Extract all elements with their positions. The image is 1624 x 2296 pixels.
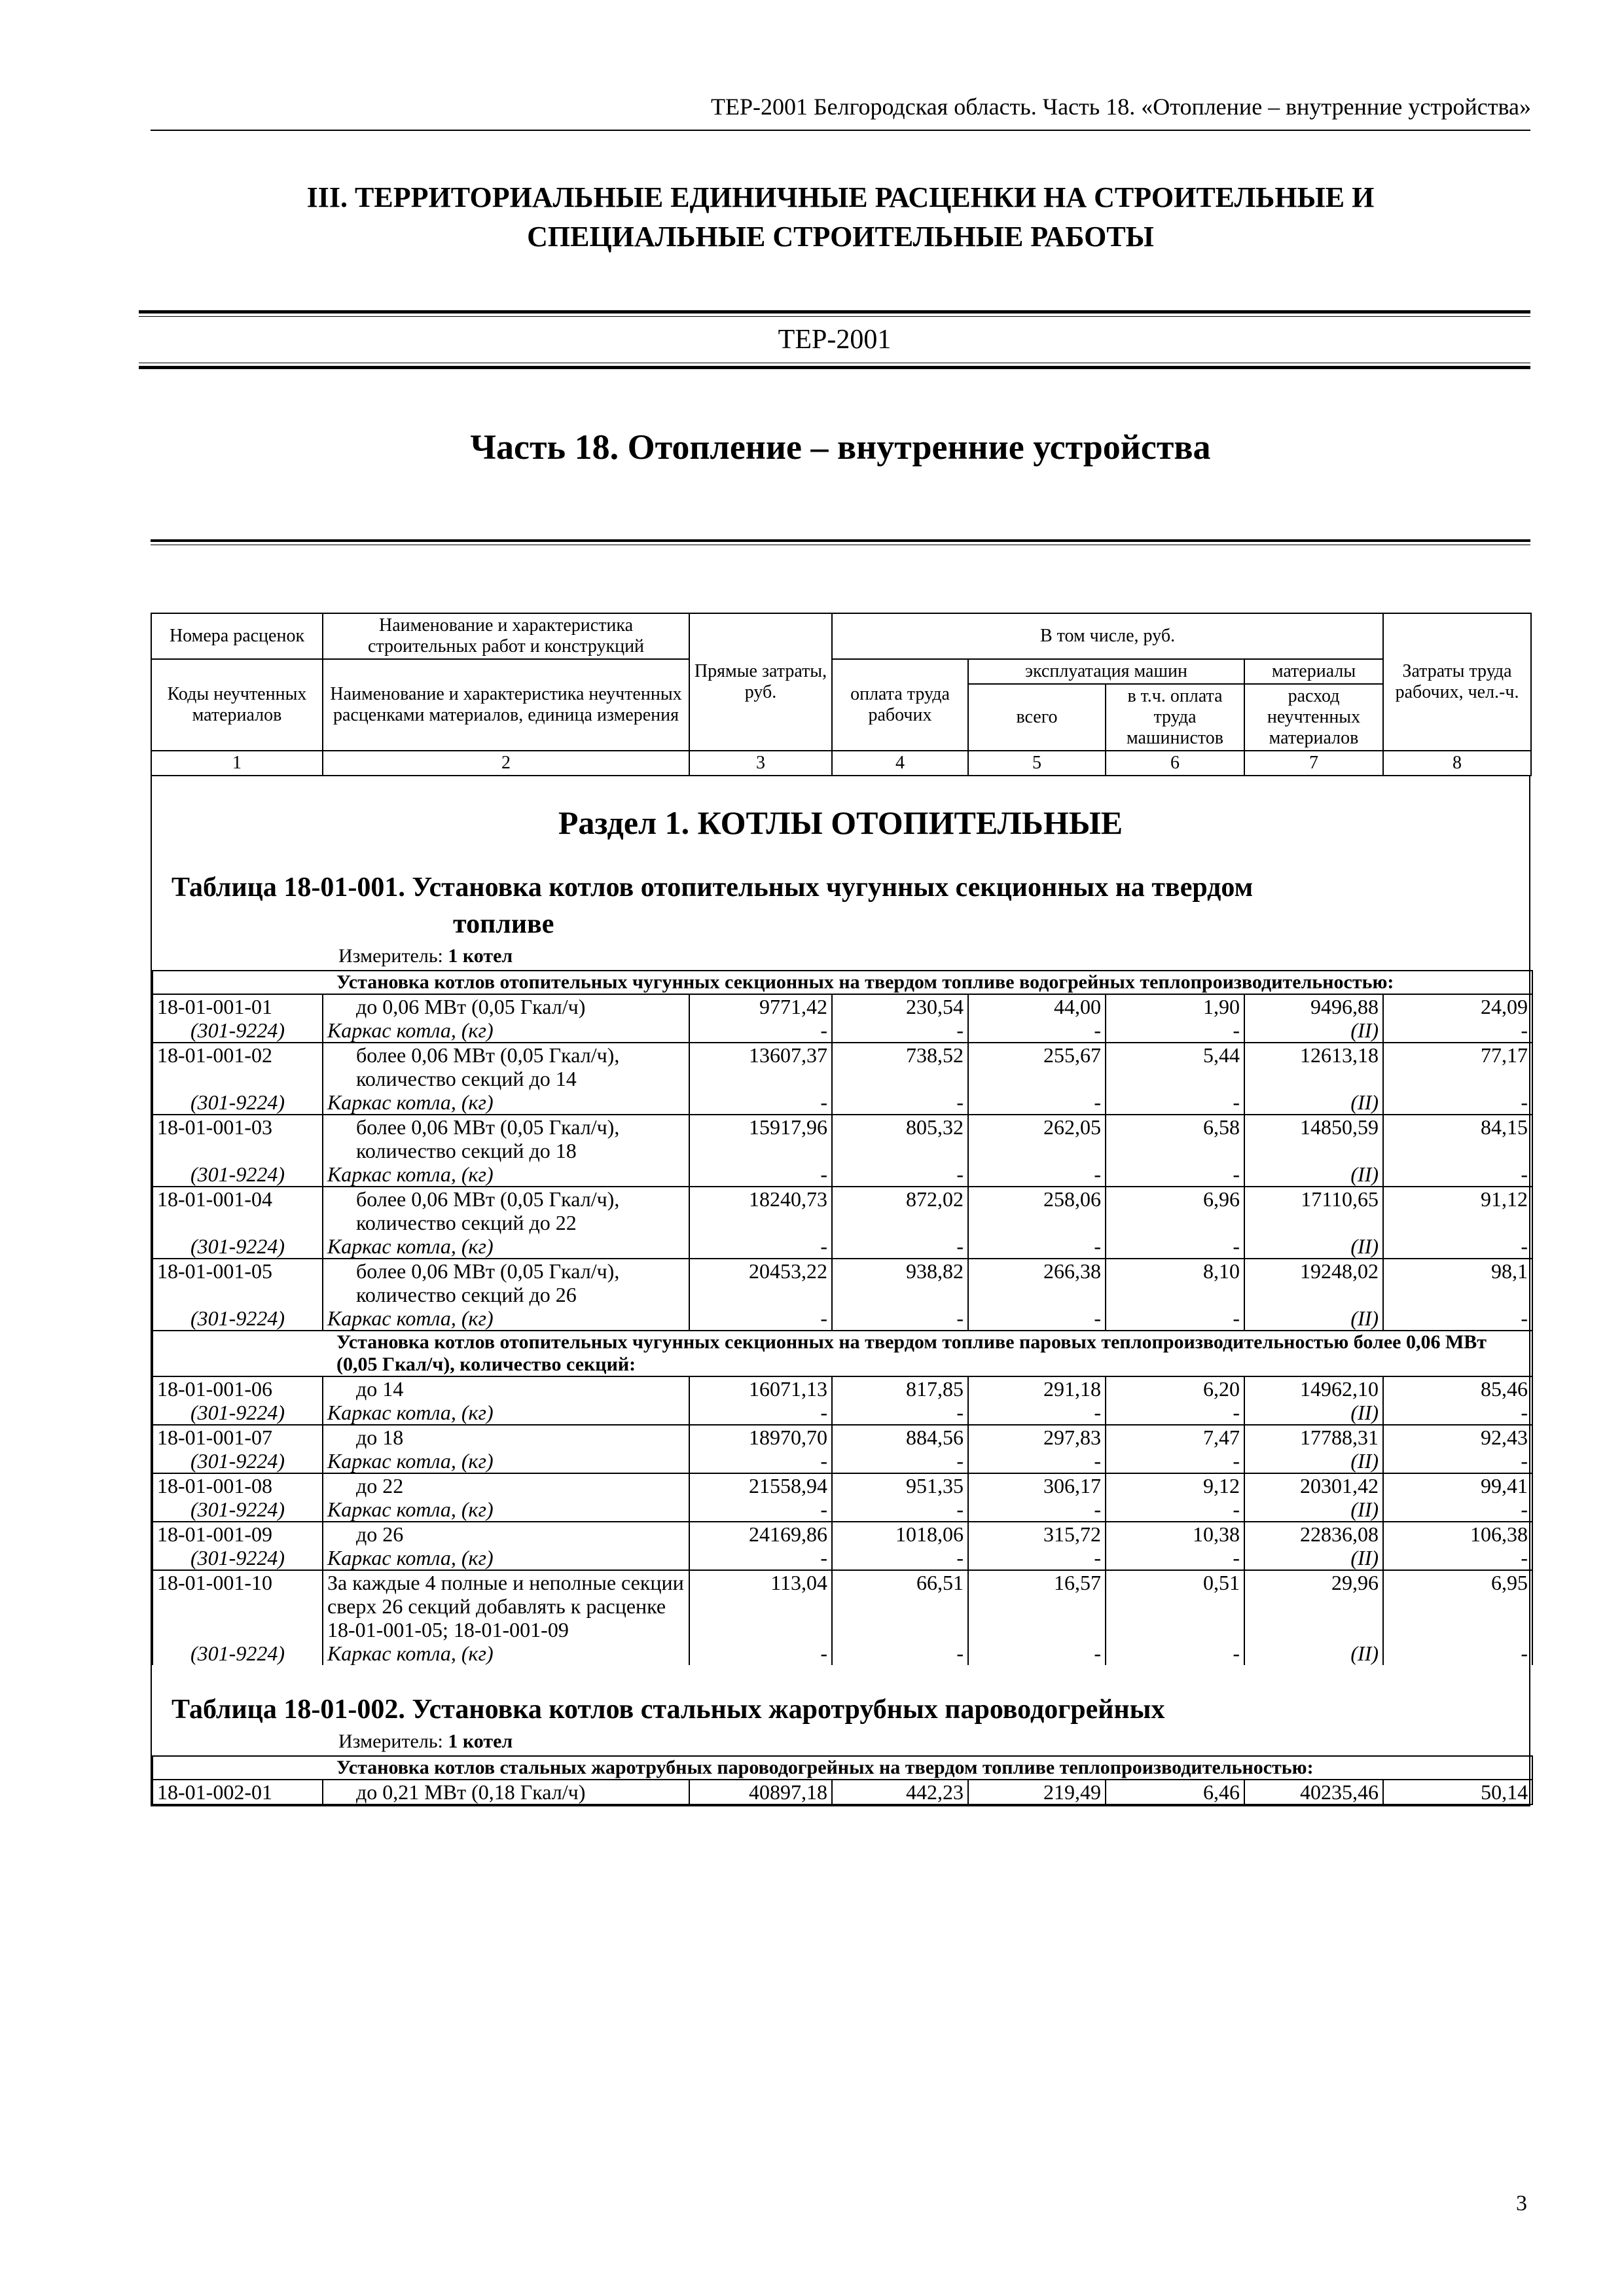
dash-cell: - (1106, 1162, 1244, 1187)
table-2-title: Таблица 18-01-002. Установка котлов стальных жаротрубных пароводогрейных (171, 1695, 1165, 1725)
header-direct-costs: Прямые затраты, руб. (689, 613, 832, 751)
rate-value: 1018,06 (832, 1522, 968, 1546)
dash-cell: - (689, 1641, 832, 1665)
material-code: (301-9224) (153, 1498, 323, 1522)
spacer (152, 1665, 1529, 1691)
table-1-title (152, 869, 1529, 942)
main-title-line-2: СПЕЦИАЛЬНЫЕ СТРОИТЕЛЬНЫЕ РАБОТЫ (527, 221, 1154, 253)
rate-value: 15917,96 (689, 1115, 832, 1162)
rate-value: 5,44 (1106, 1043, 1244, 1090)
rate-value: 6,46 (1106, 1780, 1244, 1804)
table-row (153, 994, 1532, 1018)
material-row (153, 1234, 1532, 1259)
table-row (153, 1425, 1532, 1449)
dash-cell: - (968, 1306, 1106, 1331)
ter-rule-bottom (139, 363, 1530, 369)
dash-cell: - (1106, 1401, 1244, 1425)
group-header-row (153, 971, 1532, 994)
material-name: Каркас котла, (кг) (323, 1234, 689, 1259)
table-body (151, 776, 1530, 1806)
rate-value: 85,46 (1383, 1376, 1532, 1401)
part-rule (151, 539, 1530, 545)
part-title: Часть 18. Отопление – внутренние устройства (470, 427, 1211, 467)
material-class: (II) (1244, 1234, 1383, 1259)
material-class: (II) (1244, 1162, 1383, 1187)
material-row (153, 1546, 1532, 1570)
table-row (153, 1473, 1532, 1498)
rate-value: 442,23 (832, 1780, 968, 1804)
material-name: Каркас котла, (кг) (323, 1162, 689, 1187)
rate-value: 6,96 (1106, 1187, 1244, 1234)
dash-cell: - (1106, 1449, 1244, 1473)
material-class: (II) (1244, 1449, 1383, 1473)
material-class: (II) (1244, 1018, 1383, 1043)
rate-value: 9,12 (1106, 1473, 1244, 1498)
dash-cell: - (1383, 1018, 1532, 1043)
dash-cell: - (1383, 1641, 1532, 1665)
header-unaccounted-materials: расход неучтенных материалов (1244, 684, 1383, 751)
table-header (151, 613, 1532, 776)
rate-code: 18-01-001-05 (153, 1259, 323, 1306)
rate-code: 18-01-002-01 (153, 1780, 323, 1804)
rate-value: 20453,22 (689, 1259, 832, 1306)
measure-label: Измеритель: (338, 1731, 448, 1752)
table-row (153, 1376, 1532, 1401)
group-header-row (153, 1756, 1532, 1780)
material-row (153, 1090, 1532, 1115)
dash-cell: - (689, 1546, 832, 1570)
section-title: Раздел 1. КОТЛЫ ОТОПИТЕЛЬНЫЕ (558, 804, 1123, 841)
rate-value: 91,12 (1383, 1187, 1532, 1234)
dash-cell: - (1383, 1498, 1532, 1522)
dash-cell: - (968, 1018, 1106, 1043)
material-row (153, 1306, 1532, 1331)
group-header: Установка котлов отопительных чугунных секционных на твердом топливе паровых теплопроизводительностью более 0,06 МВт (0,05 Гкал/ч), количество секций: (153, 1331, 1532, 1376)
table-row (153, 1187, 1532, 1234)
rate-name: до 0,06 МВт (0,05 Гкал/ч) (323, 994, 689, 1018)
dash-cell: - (689, 1018, 832, 1043)
header-materials: материалы (1244, 659, 1383, 684)
dash-cell: - (832, 1234, 968, 1259)
header-rate-numbers: Номера расценок (151, 613, 323, 659)
price-table (151, 613, 1530, 1806)
material-class: (II) (1244, 1546, 1383, 1570)
table-1-data (152, 970, 1533, 1665)
rate-value: 99,41 (1383, 1473, 1532, 1498)
table-2-data (152, 1755, 1533, 1805)
material-code: (301-9224) (153, 1449, 323, 1473)
dash-cell: - (1106, 1090, 1244, 1115)
material-row (153, 1018, 1532, 1043)
rate-code: 18-01-001-04 (153, 1187, 323, 1234)
rate-value: 262,05 (968, 1115, 1106, 1162)
dash-cell: - (832, 1546, 968, 1570)
material-name: Каркас котла, (кг) (323, 1546, 689, 1570)
page-number: 3 (1516, 2191, 1527, 2215)
rate-value: 24169,86 (689, 1522, 832, 1546)
main-title (151, 178, 1530, 257)
material-name: Каркас котла, (кг) (323, 1449, 689, 1473)
dash-cell: - (832, 1162, 968, 1187)
dash-cell: - (1383, 1306, 1532, 1331)
material-name: Каркас котла, (кг) (323, 1498, 689, 1522)
dash-cell: - (832, 1018, 968, 1043)
material-row (153, 1641, 1532, 1665)
material-name: Каркас котла, (кг) (323, 1306, 689, 1331)
table-row (153, 1259, 1532, 1306)
column-number: 7 (1244, 751, 1383, 776)
rate-value: 18970,70 (689, 1425, 832, 1449)
table-row (153, 1522, 1532, 1546)
column-number: 4 (832, 751, 968, 776)
dash-cell: - (1383, 1090, 1532, 1115)
rate-value: 230,54 (832, 994, 968, 1018)
rate-value: 266,38 (968, 1259, 1106, 1306)
material-class: (II) (1244, 1090, 1383, 1115)
dash-cell: - (1106, 1641, 1244, 1665)
rate-value: 219,49 (968, 1780, 1106, 1804)
part-rule-thick (151, 539, 1530, 542)
rate-code: 18-01-001-08 (153, 1473, 323, 1498)
rate-value: 14850,59 (1244, 1115, 1383, 1162)
rate-code: 18-01-001-09 (153, 1522, 323, 1546)
rate-value: 18240,73 (689, 1187, 832, 1234)
rate-name: до 18 (323, 1425, 689, 1449)
rate-value: 14962,10 (1244, 1376, 1383, 1401)
dash-cell: - (689, 1401, 832, 1425)
rate-name: За каждые 4 полные и неполные секции сверх 26 секций добавлять к расценке 18-01-001-05; 18-01-001-09 (323, 1570, 689, 1641)
table-1-measure (152, 942, 1529, 970)
rate-value: 12613,18 (1244, 1043, 1383, 1090)
dash-cell: - (1106, 1018, 1244, 1043)
dash-cell: - (832, 1449, 968, 1473)
rate-value: 255,67 (968, 1043, 1106, 1090)
rate-value: 738,52 (832, 1043, 968, 1090)
table-row (153, 1115, 1532, 1162)
rate-value: 6,95 (1383, 1570, 1532, 1641)
rate-value: 9771,42 (689, 994, 832, 1018)
measure-unit: 1 котел (448, 945, 513, 967)
header-machine-total: всего (968, 684, 1106, 751)
rate-value: 22836,08 (1244, 1522, 1383, 1546)
table-2-measure (152, 1728, 1529, 1755)
column-number: 8 (1383, 751, 1531, 776)
header-labor-costs: Затраты труда рабочих, чел.-ч. (1383, 613, 1531, 751)
rate-value: 6,20 (1106, 1376, 1244, 1401)
header-work-name: Наименование и характеристика строительных работ и конструкций (323, 613, 689, 659)
rate-value: 21558,94 (689, 1473, 832, 1498)
rate-value: 805,32 (832, 1115, 968, 1162)
dash-cell: - (1383, 1162, 1532, 1187)
rate-value: 13607,37 (689, 1043, 832, 1090)
rate-value: 258,06 (968, 1187, 1106, 1234)
rate-value: 44,00 (968, 994, 1106, 1018)
header-including: В том числе, руб. (832, 613, 1383, 659)
dash-cell: - (689, 1449, 832, 1473)
dash-cell: - (689, 1498, 832, 1522)
dash-cell: - (968, 1546, 1106, 1570)
table-row (153, 1570, 1532, 1641)
measure-label: Измеритель: (338, 945, 448, 967)
rate-name: до 14 (323, 1376, 689, 1401)
dash-cell: - (689, 1162, 832, 1187)
dash-cell: - (968, 1162, 1106, 1187)
rate-name: более 0,06 МВт (0,05 Гкал/ч), количество секций до 22 (323, 1187, 689, 1234)
group-header: Установка котлов отопительных чугунных секционных на твердом топливе водогрейных теплопроизводительностью: (153, 971, 1532, 994)
table-row (153, 1780, 1532, 1804)
rate-value: 106,38 (1383, 1522, 1532, 1546)
rate-code: 18-01-001-10 (153, 1570, 323, 1641)
ter-label: ТЕР-2001 (778, 325, 892, 355)
rate-value: 24,09 (1383, 994, 1532, 1018)
table-1-title-line-1: Таблица 18-01-001. Установка котлов отопительных чугунных секционных на твердом (171, 872, 1254, 903)
rate-value: 951,35 (832, 1473, 968, 1498)
dash-cell: - (968, 1641, 1106, 1665)
rate-name: более 0,06 МВт (0,05 Гкал/ч), количество секций до 14 (323, 1043, 689, 1090)
material-name: Каркас котла, (кг) (323, 1401, 689, 1425)
dash-cell: - (968, 1449, 1106, 1473)
dash-cell: - (689, 1234, 832, 1259)
group-header: Установка котлов стальных жаротрубных пароводогрейных на твердом топливе теплопроизводительностью: (153, 1756, 1532, 1780)
dash-cell: - (832, 1306, 968, 1331)
header-machinist-pay: в т.ч. оплата труда машинистов (1106, 684, 1244, 751)
rate-name: до 22 (323, 1473, 689, 1498)
rate-value: 77,17 (1383, 1043, 1532, 1090)
dash-cell: - (968, 1498, 1106, 1522)
rate-value: 92,43 (1383, 1425, 1532, 1449)
rate-value: 315,72 (968, 1522, 1106, 1546)
material-code: (301-9224) (153, 1018, 323, 1043)
rate-value: 817,85 (832, 1376, 968, 1401)
material-name: Каркас котла, (кг) (323, 1018, 689, 1043)
rate-value: 9496,88 (1244, 994, 1383, 1018)
rate-value: 113,04 (689, 1570, 832, 1641)
dash-cell: - (832, 1498, 968, 1522)
material-code: (301-9224) (153, 1090, 323, 1115)
rate-value: 17788,31 (1244, 1425, 1383, 1449)
dash-cell: - (1106, 1306, 1244, 1331)
material-code: (301-9224) (153, 1162, 323, 1187)
material-code: (301-9224) (153, 1641, 323, 1665)
rate-name: более 0,06 МВт (0,05 Гкал/ч), количество секций до 18 (323, 1115, 689, 1162)
dash-cell: - (1106, 1498, 1244, 1522)
rate-value: 1,90 (1106, 994, 1244, 1018)
rate-value: 10,38 (1106, 1522, 1244, 1546)
rate-value: 6,58 (1106, 1115, 1244, 1162)
table-1-title-line-2: топливе (453, 909, 554, 939)
ter-band (139, 310, 1530, 369)
rate-value: 0,51 (1106, 1570, 1244, 1641)
rate-value: 16071,13 (689, 1376, 832, 1401)
dash-cell: - (1106, 1234, 1244, 1259)
rate-value: 17110,65 (1244, 1187, 1383, 1234)
rate-code: 18-01-001-03 (153, 1115, 323, 1162)
material-row (153, 1401, 1532, 1425)
rate-value: 884,56 (832, 1425, 968, 1449)
rate-value: 40235,46 (1244, 1780, 1383, 1804)
column-number: 5 (968, 751, 1106, 776)
column-number: 6 (1106, 751, 1244, 776)
rate-value: 50,14 (1383, 1780, 1532, 1804)
rate-value: 16,57 (968, 1570, 1106, 1641)
dash-cell: - (968, 1090, 1106, 1115)
rate-value: 66,51 (832, 1570, 968, 1641)
header-material-name: Наименование и характеристика неучтенных расценками материалов, единица измерения (323, 659, 689, 751)
dash-cell: - (1383, 1401, 1532, 1425)
material-row (153, 1449, 1532, 1473)
rate-value: 7,47 (1106, 1425, 1244, 1449)
rate-value: 8,10 (1106, 1259, 1244, 1306)
main-title-line-1: III. ТЕРРИТОРИАЛЬНЫЕ ЕДИНИЧНЫЕ РАСЦЕНКИ НА СТРОИТЕЛЬНЫЕ И (306, 181, 1375, 213)
column-number: 1 (151, 751, 323, 776)
material-code: (301-9224) (153, 1234, 323, 1259)
material-row (153, 1498, 1532, 1522)
rate-code: 18-01-001-06 (153, 1376, 323, 1401)
table-row (153, 1043, 1532, 1090)
dash-cell: - (832, 1401, 968, 1425)
dash-cell: - (968, 1401, 1106, 1425)
rate-code: 18-01-001-02 (153, 1043, 323, 1090)
rate-value: 98,1 (1383, 1259, 1532, 1306)
dash-cell: - (689, 1306, 832, 1331)
rate-name: до 0,21 МВт (0,18 Гкал/ч) (323, 1780, 689, 1804)
material-code: (301-9224) (153, 1401, 323, 1425)
dash-cell: - (968, 1234, 1106, 1259)
rate-value: 20301,42 (1244, 1473, 1383, 1498)
material-name: Каркас котла, (кг) (323, 1641, 689, 1665)
measure-unit: 1 котел (448, 1731, 513, 1752)
rate-value: 872,02 (832, 1187, 968, 1234)
rate-value: 938,82 (832, 1259, 968, 1306)
rate-name: до 26 (323, 1522, 689, 1546)
header-material-codes: Коды неучтенных материалов (151, 659, 323, 751)
dash-cell: - (832, 1090, 968, 1115)
rate-value: 40897,18 (689, 1780, 832, 1804)
header-machine-operation: эксплуатация машин (968, 659, 1244, 684)
rate-name: более 0,06 МВт (0,05 Гкал/ч), количество секций до 26 (323, 1259, 689, 1306)
material-code: (301-9224) (153, 1306, 323, 1331)
rate-code: 18-01-001-01 (153, 994, 323, 1018)
dash-cell: - (832, 1641, 968, 1665)
material-class: (II) (1244, 1401, 1383, 1425)
rate-code: 18-01-001-07 (153, 1425, 323, 1449)
dash-cell: - (1383, 1234, 1532, 1259)
material-code: (301-9224) (153, 1546, 323, 1570)
header-rule (151, 130, 1530, 131)
ter-rule-top (139, 310, 1530, 317)
rate-value: 29,96 (1244, 1570, 1383, 1641)
material-class: (II) (1244, 1306, 1383, 1331)
running-header: ТЕР-2001 Белгородская область. Часть 18. «Отопление – внутренние устройства» (710, 94, 1531, 120)
rate-value: 19248,02 (1244, 1259, 1383, 1306)
dash-cell: - (689, 1090, 832, 1115)
column-number: 2 (323, 751, 689, 776)
column-number: 3 (689, 751, 832, 776)
header-worker-pay: оплата труда рабочих (832, 659, 968, 751)
dash-cell: - (1383, 1449, 1532, 1473)
material-class: (II) (1244, 1498, 1383, 1522)
dash-cell: - (1106, 1546, 1244, 1570)
rate-value: 84,15 (1383, 1115, 1532, 1162)
material-class: (II) (1244, 1641, 1383, 1665)
rate-value: 297,83 (968, 1425, 1106, 1449)
group-header-row (153, 1331, 1532, 1376)
rate-value: 291,18 (968, 1376, 1106, 1401)
material-name: Каркас котла, (кг) (323, 1090, 689, 1115)
material-row (153, 1162, 1532, 1187)
rate-value: 306,17 (968, 1473, 1106, 1498)
dash-cell: - (1383, 1546, 1532, 1570)
